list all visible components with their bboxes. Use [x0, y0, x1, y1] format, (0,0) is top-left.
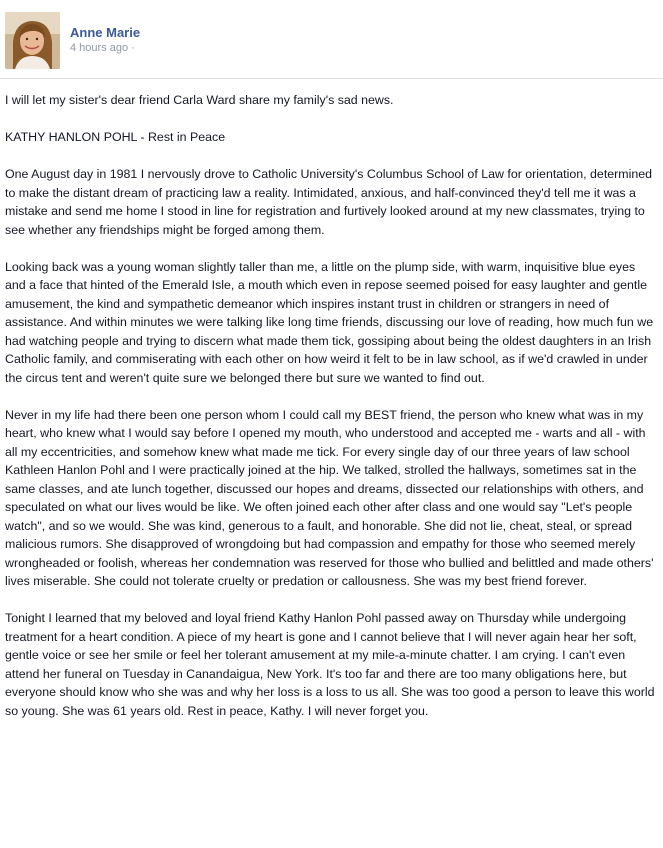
- post-paragraph: Never in my life had there been one person whom I could call my BEST friend, the person who knew what was in my heart, who knew what I would say before I opened my mouth, who understood and accepted me - warts and all - with all my eccentricities, and somehow knew what made me tick. For every single day of our three years of law school Kathleen Hanlon Pohl and I were practically joined at the hip. We talked, strolled the hallways, sometimes sat in the same classes, and ate lunch together, discussed our hopes and dreams, dissected our relationships with others, and speculated on what our lives would be like. We often joined each other after class and one would say "Let's people watch", and so we would. She was kind, generous to a fault, and honorable. She did not lie, cheat, steal, or spread malicious rumors. She disapproved of wrongdoing but had compassion and empathy for those who seemed merely wrongheaded or foolish, whereas her condemnation was reserved for those who bullied and belittled and made others' lives miserable. She could not tolerate cruelty or predation or callousness. She was my best friend forever.: [5, 407, 654, 588]
- post-paragraph: I will let my sister's dear friend Carla Ward share my family's sad news.: [5, 93, 394, 107]
- post-paragraph: Tonight I learned that my beloved and loyal friend Kathy Hanlon Pohl passed away on Thursday while undergoing treatment for a heart condition. A piece of my heart is gone and I cannot believe that I will never again hear her soft, gentle voice or see her smile or feel her tolerant amusement at my mile-a-minute chatter. I am crying. I can't even attend her funeral on Tuesday in Canandaigua, New York. It's too far and there are too many obligations here, but everyone should know who she was and why her loss is a loss to us all. She was too good a person to leave this world so young. She was 61 years old. Rest in peace, Kathy. I will never forget you.: [5, 611, 655, 718]
- timestamp-separator: ·: [131, 42, 135, 54]
- avatar[interactable]: [5, 12, 60, 69]
- post-body: [5, 91, 657, 720]
- post-header: [0, 0, 663, 80]
- author-name-link[interactable]: Anne Marie: [70, 25, 141, 40]
- post-paragraph: KATHY HANLON POHL - Rest in Peace: [5, 130, 226, 144]
- post-paragraph: One August day in 1981 I nervously drove to Catholic University's Columbus School of Law for orientation, determined to make the distant dream of practicing law a reality. Intimidated, anxious, and half-convinced they'd tell me it was a mistake and send me home I stood in line for registration and furtively looked around at my new classmates, trying to see whether any friendships might be forged among them.: [5, 167, 653, 237]
- post-timestamp[interactable]: 4 hours ago: [70, 42, 129, 54]
- header-divider: [0, 78, 663, 79]
- timestamp-row: [70, 42, 135, 54]
- post-paragraph: Looking back was a young woman slightly taller than me, a little on the plump side, with warm, inquisitive blue eyes and a face that hinted of the Emerald Isle, a mouth which even in repose seemed poised for easy laughter and gentle amusement, the kind and sympathetic demeanor which inspires instant trust in children or strangers in need of assistance. And within minutes we were talking like long time friends, discussing our love of reading, how much fun we had watching people and trying to discern what made them tick, gossiping about being the oldest daughters in an Irish Catholic family, and commiserating with each other on how weird it felt to be in law school, as if we'd crawled in under the circus tent and weren't quite sure we belonged there but sure we wanted to find out.: [5, 259, 654, 385]
